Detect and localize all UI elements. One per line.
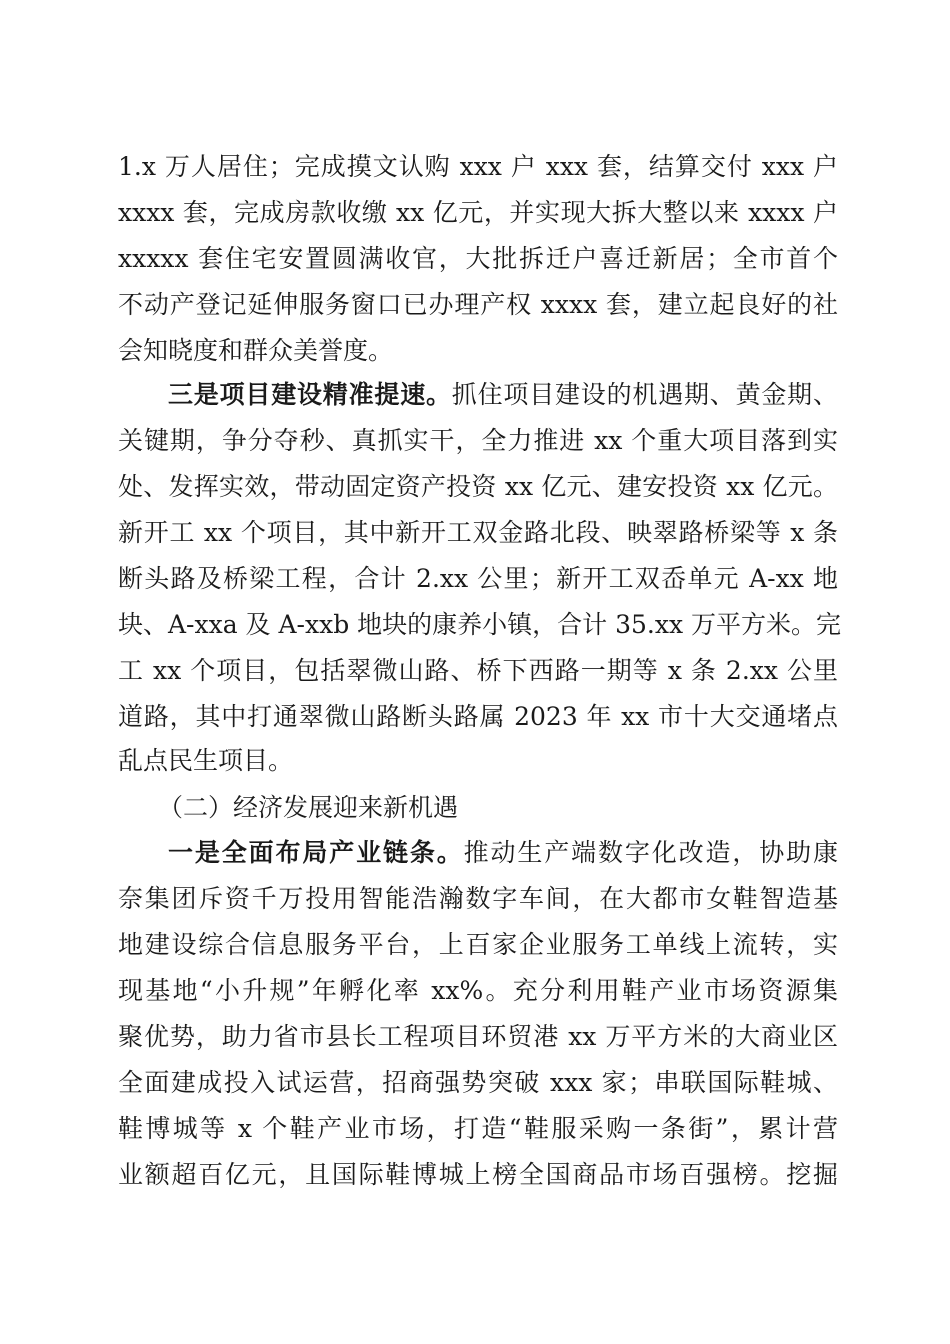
para3-line-1 (168, 833, 838, 873)
para3-line-5: 聚优势，助力省市县长工程项目环贸港 xx 万平方米的大商业区 (118, 1022, 838, 1051)
para1-line-2: xxxx 套，完成房款收缴 xx 亿元，并实现大拆大整以来 xxxx 户 (118, 198, 838, 227)
para2-line-6: 块、A-xxa 及 A-xxb 地块的康养小镇，合计 35.xx 万平方米。完 (118, 610, 841, 639)
para2-line-5: 断头路及桥梁工程，合计 2.xx 公里；新开工双岙单元 A-xx 地 (118, 564, 838, 593)
para2-line-9: 乱点民生项目。 (118, 746, 294, 775)
para3-line-3: 地建设综合信息服务平台，上百家企业服务工单线上流转，实 (118, 930, 838, 959)
section-heading: （二）经济发展迎来新机遇 (158, 793, 459, 822)
para3-first-rest: 推动生产端数字化改造，协助康 (463, 838, 838, 867)
para2-first-rest: 抓住项目建设的机遇期、黄金期、 (451, 380, 838, 409)
para3-line-4: 现基地“小升规”年孵化率 xx%。充分利用鞋产业市场资源集 (118, 976, 838, 1005)
para3-line-8: 业额超百亿元，且国际鞋博城上榜全国商品市场百强榜。挖掘 (118, 1160, 838, 1189)
para2-line-7: 工 xx 个项目，包括翠微山路、桥下西路一期等 x 条 2.xx 公里 (118, 656, 838, 685)
para1-line-1: 1.x 万人居住；完成摸文认购 xxx 户 xxx 套，结算交付 xxx 户 (118, 152, 838, 181)
para2-line-3: 处、发挥实效，带动固定资产投资 xx 亿元、建安投资 xx 亿元。 (118, 472, 838, 501)
para2-line-4: 新开工 xx 个项目，其中新开工双金路北段、映翠路桥梁等 x 条 (118, 518, 838, 547)
para1-line-4: 不动产登记延伸服务窗口已办理产权 xxxx 套，建立起良好的社 (118, 290, 838, 319)
para1-line-5: 会知晓度和群众美誉度。 (118, 336, 394, 365)
para2-line-1 (168, 375, 838, 415)
para3-lead: 一是全面布局产业链条。 (168, 838, 464, 867)
para2-lead: 三是项目建设精准提速。 (168, 380, 452, 409)
para2-line-8: 道路，其中打通翠微山路断头路属 2023 年 xx 市十大交通堵点 (118, 702, 838, 731)
para1-line-3: xxxxx 套住宅安置圆满收官，大批拆迁户喜迁新居；全市首个 (118, 244, 838, 273)
para2-line-2: 关键期，争分夺秒、真抓实干，全力推进 xx 个重大项目落到实 (118, 426, 838, 455)
para3-line-7: 鞋博城等 x 个鞋产业市场，打造“鞋服采购一条街”，累计营 (118, 1114, 838, 1143)
para3-line-6: 全面建成投入试运营，招商强势突破 xxx 家；串联国际鞋城、 (118, 1068, 838, 1097)
para3-line-2: 奈集团斥资千万投用智能浩瀚数字车间，在大都市女鞋智造基 (118, 884, 838, 913)
